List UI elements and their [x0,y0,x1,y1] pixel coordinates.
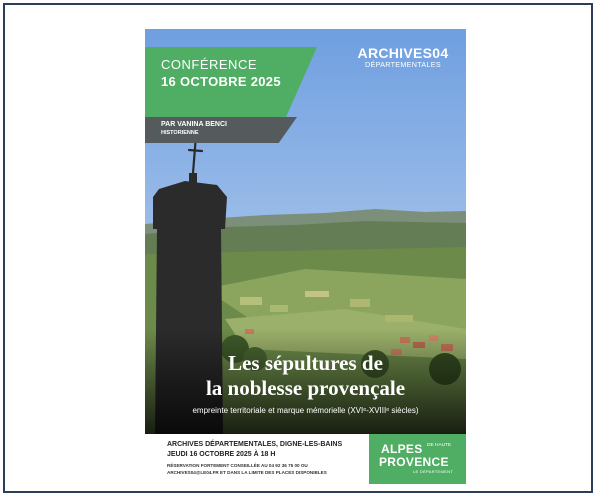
archives-logo-main: ARCHIVES04 [357,45,449,61]
archives-logo-sub: DÉPARTEMENTALES [365,60,441,69]
event-label: CONFÉRENCE [161,57,258,72]
poster [145,29,466,484]
alpes-de-haute-provence-logo [369,434,466,484]
archives-logo [357,45,449,69]
speaker-role: HISTORIENNE [161,130,199,136]
reservation-line-1: RÉSERVATION FORTEMENT CONSEILLÉE AU 04 92 36 75 00 OU [167,463,308,468]
venue: ARCHIVES DÉPARTEMENTALES, DIGNE-LES-BAINS [167,441,343,448]
event-date: 16 OCTOBRE 2025 [161,74,281,89]
event-datetime: JEUDI 16 OCTOBRE 2025 À 18 H [167,451,276,458]
title-line-1: Les sépultures de [228,351,383,375]
speaker-name: PAR VANINA BENCI [161,121,227,128]
logo-departement: LE DÉPARTEMENT [413,469,454,474]
subtitle: empreinte territoriale et marque mémorielle (XVIᵉ-XVIIIᵉ siècles) [192,406,419,415]
title-line-2: la noblesse provençale [205,376,406,400]
info-footer [145,434,466,484]
logo-alpes: ALPES [381,442,423,456]
logo-de-haute: DE HAUTE [427,443,452,448]
page-frame [3,3,593,493]
archives-logo-number: 04 [432,45,449,61]
logo-provence: PROVENCE [379,455,449,469]
reservation-line-2: ARCHIVES04@LE04.FR ET DANS LA LIMITE DES PLACES DISPONIBLES [167,470,327,475]
